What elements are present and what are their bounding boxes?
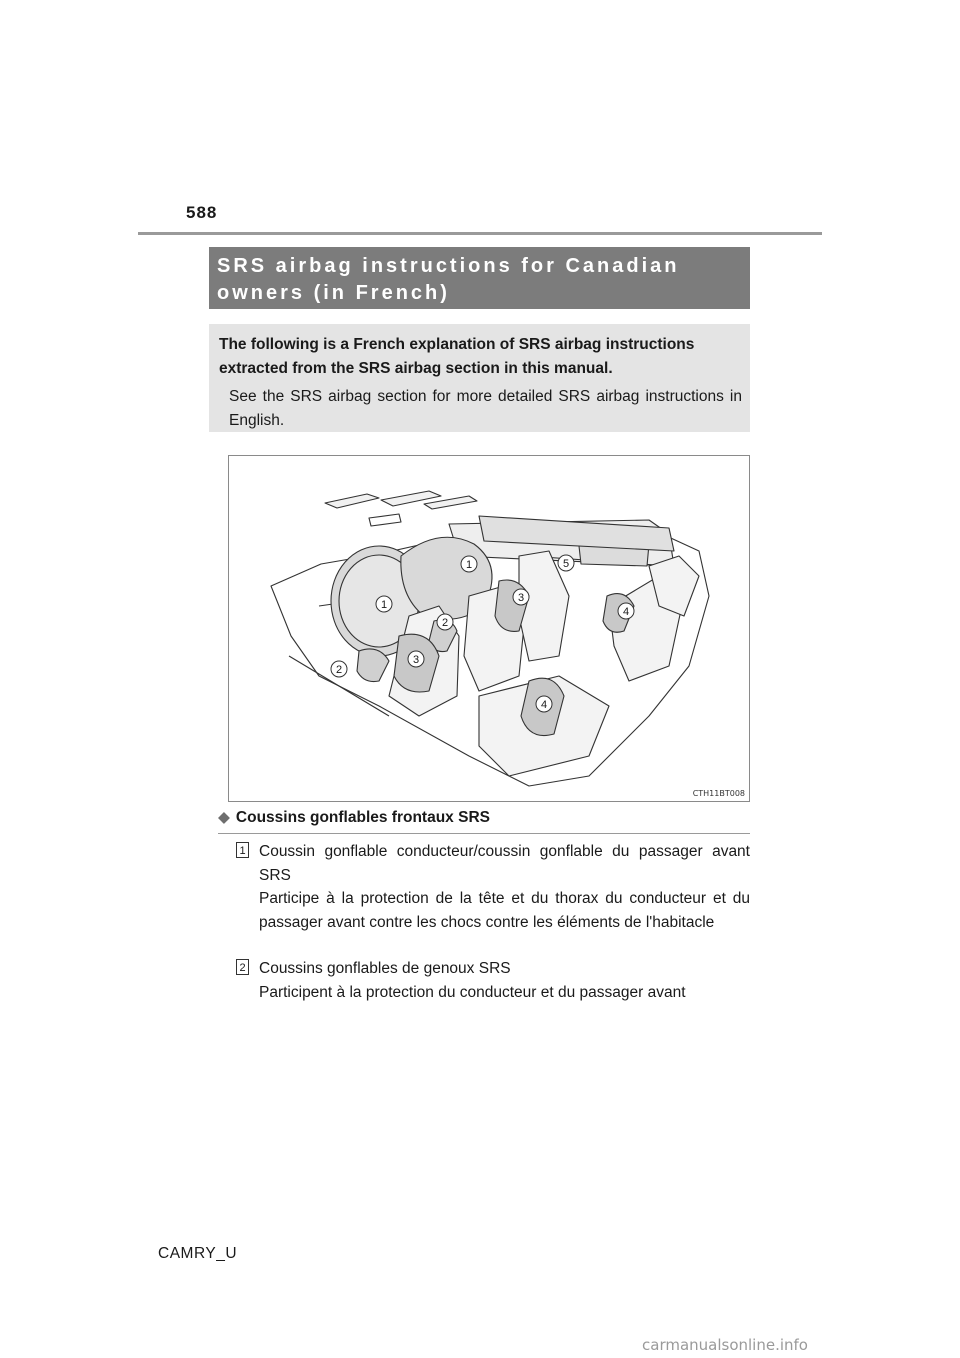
callout-3a-label: 3 xyxy=(517,592,525,604)
section-title-line1: SRS airbag instructions for Canadian xyxy=(217,255,680,277)
section-title-line2: owners (in French) xyxy=(217,282,450,304)
callout-2b-label: 2 xyxy=(335,664,343,676)
subsection-title: Coussins gonflables frontaux SRS xyxy=(235,809,490,826)
diamond-marker-icon: ◆ xyxy=(218,809,230,826)
airbag-illustration xyxy=(228,455,750,802)
callout-2b xyxy=(331,661,347,677)
subsection-heading xyxy=(218,808,750,834)
figure-code: CTH11BT008 xyxy=(692,789,745,798)
item-title: Coussin gonflable conducteur/coussin gonflable du passager avant SRS xyxy=(259,843,750,884)
callout-1b-label: 1 xyxy=(380,599,388,611)
callout-2a-label: 2 xyxy=(441,617,449,629)
item-description: Participe à la protection de la tête et du thorax du conducteur et du passager avant contre les chocs contre les éléments de l'habitacle xyxy=(259,890,750,931)
watermark-link[interactable]: carmanualsonline.info xyxy=(642,1336,808,1354)
item-number: 1 xyxy=(236,842,249,858)
callout-5 xyxy=(558,555,574,571)
callout-3b xyxy=(408,651,424,667)
callout-4a xyxy=(618,603,634,619)
item-description: Participent à la protection du conducteur et du passager avant xyxy=(259,983,686,1001)
header-rule xyxy=(138,232,822,235)
callout-4b xyxy=(536,696,552,712)
callout-1a-label: 1 xyxy=(465,559,473,571)
item-number: 2 xyxy=(236,959,249,975)
callout-4a-label: 4 xyxy=(622,606,630,618)
list-item xyxy=(236,957,750,1004)
callout-1a xyxy=(461,556,477,572)
page-number: 588 xyxy=(186,203,218,222)
callout-1b xyxy=(376,596,392,612)
intro-summary: The following is a French explanation of SRS airbag instructions extracted from the SRS airbag section in this manual. xyxy=(219,336,695,377)
list-item xyxy=(236,840,750,934)
intro-box xyxy=(209,324,750,432)
callout-4b-label: 4 xyxy=(540,699,548,711)
footer-model: CAMRY_U xyxy=(158,1245,238,1262)
cabin-drawing xyxy=(229,456,749,801)
intro-note: See the SRS airbag section for more detailed SRS airbag instructions in English. xyxy=(229,388,742,429)
callout-5-label: 5 xyxy=(562,558,570,570)
item-title: Coussins gonflables de genoux SRS xyxy=(259,960,511,977)
section-title xyxy=(209,247,750,309)
callout-2a xyxy=(437,614,453,630)
callout-3b-label: 3 xyxy=(412,654,420,666)
callout-3a xyxy=(513,589,529,605)
